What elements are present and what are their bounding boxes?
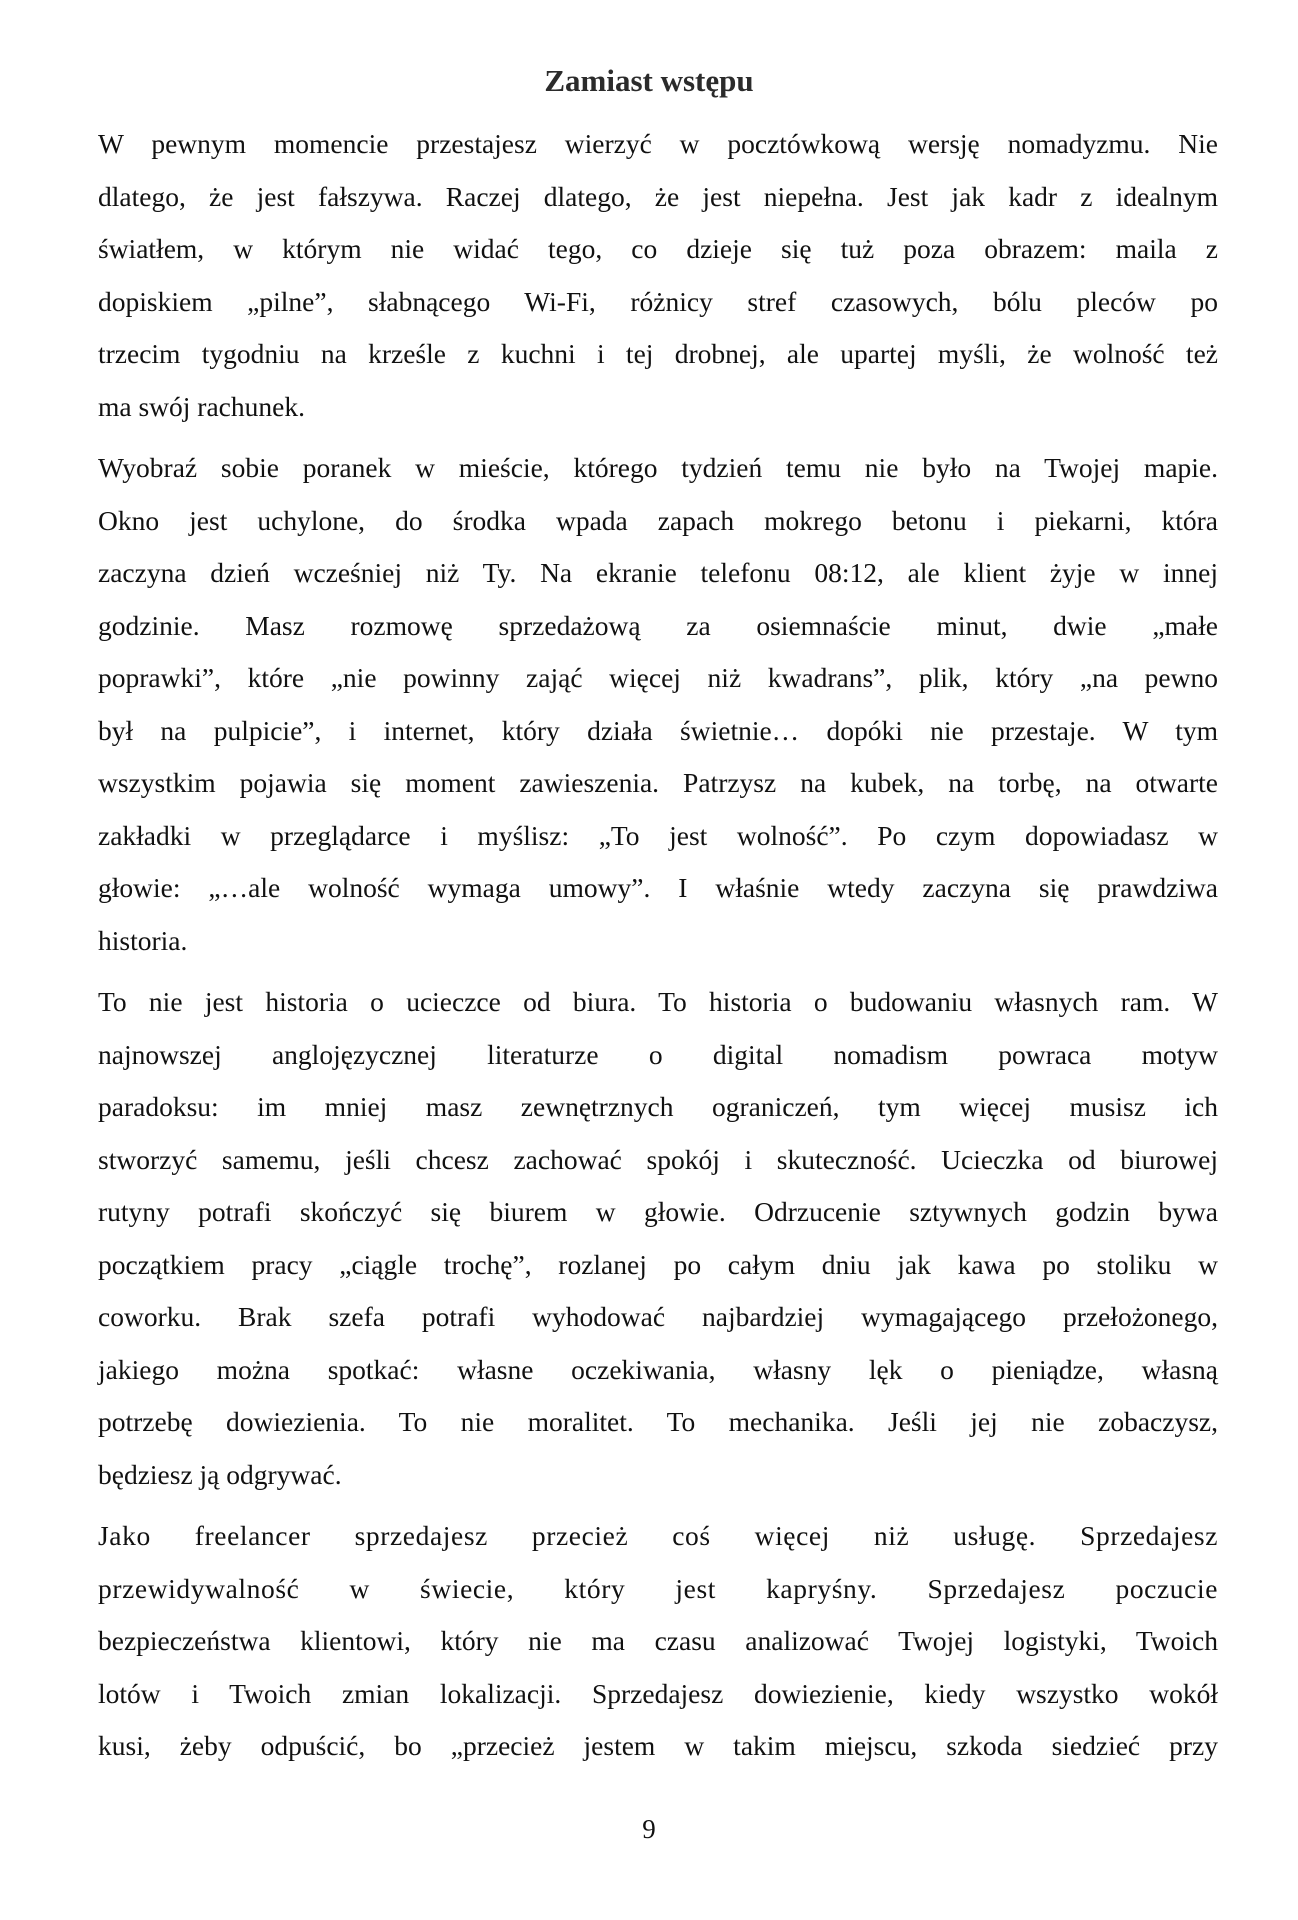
- text-line: jakiego można spotkać: własne oczekiwania, własny lęk o pieniądze, własną: [98, 1353, 1218, 1385]
- text-line: potrzebę dowiezienia. To nie moralitet. To mechanika. Jeśli jej nie zobaczysz,: [98, 1406, 1218, 1437]
- text-line: lotów i Twoich zmian lokalizacji. Sprzedajesz dowiezienie, kiedy wszystko wokół: [98, 1677, 1218, 1709]
- body-text: [98, 118, 1218, 1782]
- text-line: To nie jest historia o ucieczce od biura. To historia o budowaniu własnych ram. W: [98, 986, 1218, 1017]
- text-line: był na pulpicie”, i internet, który działa świetnie… dopóki nie przestaje. W tym: [98, 714, 1218, 746]
- text-line: Jako freelancer sprzedajesz przecież coś więcej niż usługę. Sprzedajesz: [98, 1520, 1218, 1551]
- text-line: będziesz ją odgrywać.: [98, 1458, 342, 1490]
- text-line: zakładki w przeglądarce i myślisz: „To jest wolność”. Po czym dopowiadasz w: [98, 819, 1218, 851]
- paragraph-1: [98, 118, 1218, 433]
- text-line: coworku. Brak szefa potrafi wyhodować najbardziej wymagającego przełożonego,: [98, 1301, 1218, 1332]
- text-line: najnowszej anglojęzycznej literaturze o digital nomadism powraca motyw: [98, 1038, 1218, 1070]
- chapter-title: Zamiast wstępu: [544, 63, 754, 98]
- text-line: przewidywalność w świecie, który jest kapryśny. Sprzedajesz poczucie: [98, 1572, 1218, 1604]
- text-line: Okno jest uchylone, do środka wpada zapach mokrego betonu i piekarni, która: [98, 504, 1218, 536]
- text-line: rutyny potrafi skończyć się biurem w głowie. Odrzucenie sztywnych godzin bywa: [98, 1196, 1218, 1227]
- text-line: ma swój rachunek.: [98, 390, 305, 422]
- text-line: paradoksu: im mniej masz zewnętrznych ograniczeń, tym więcej musisz ich: [98, 1091, 1218, 1122]
- text-line: W pewnym momencie przestajesz wierzyć w pocztówkową wersję nomadyzmu. Nie: [98, 128, 1218, 159]
- text-line: dlatego, że jest fałszywa. Raczej dlatego, że jest niepełna. Jest jak kadr z idealnym: [98, 180, 1218, 212]
- paragraph-4: [98, 1510, 1218, 1773]
- text-line: dopiskiem „pilne”, słabnącego Wi-Fi, różnicy stref czasowych, bólu pleców po: [98, 285, 1218, 317]
- text-line: początkiem pracy „ciągle trochę”, rozlanej po całym dniu jak kawa po stoliku w: [98, 1248, 1218, 1280]
- text-line: stworzyć samemu, jeśli chcesz zachować spokój i skuteczność. Ucieczka od biurowej: [98, 1143, 1218, 1175]
- text-line: głowie: „…ale wolność wymaga umowy”. I właśnie wtedy zaczyna się prawdziwa: [98, 872, 1218, 903]
- text-line: Wyobraź sobie poranek w mieście, którego tydzień temu nie było na Twojej mapie.: [98, 452, 1218, 483]
- text-line: zaczyna dzień wcześniej niż Ty. Na ekranie telefonu 08:12, ale klient żyje w innej: [98, 557, 1218, 588]
- text-line: historia.: [98, 924, 188, 956]
- page-number: 9: [642, 1814, 656, 1844]
- text-line: godzinie. Masz rozmowę sprzedażową za osiemnaście minut, dwie „małe: [98, 609, 1218, 641]
- text-line: trzecim tygodniu na krześle z kuchni i tej drobnej, ale upartej myśli, że wolność też: [98, 338, 1218, 369]
- text-line: światłem, w którym nie widać tego, co dzieje się tuż poza obrazem: maila z: [98, 233, 1218, 264]
- text-line: wszystkim pojawia się moment zawieszenia. Patrzysz na kubek, na torbę, na otwarte: [98, 767, 1218, 798]
- text-line: kusi, żeby odpuścić, bo „przecież jestem w takim miejscu, szkoda siedzieć przy: [98, 1730, 1218, 1761]
- paragraph-3: [98, 976, 1218, 1501]
- text-line: poprawki”, które „nie powinny zająć więcej niż kwadrans”, plik, który „na pewno: [98, 662, 1218, 693]
- paragraph-2: [98, 442, 1218, 967]
- text-line: bezpieczeństwa klientowi, który nie ma czasu analizować Twojej logistyki, Twoich: [98, 1625, 1218, 1656]
